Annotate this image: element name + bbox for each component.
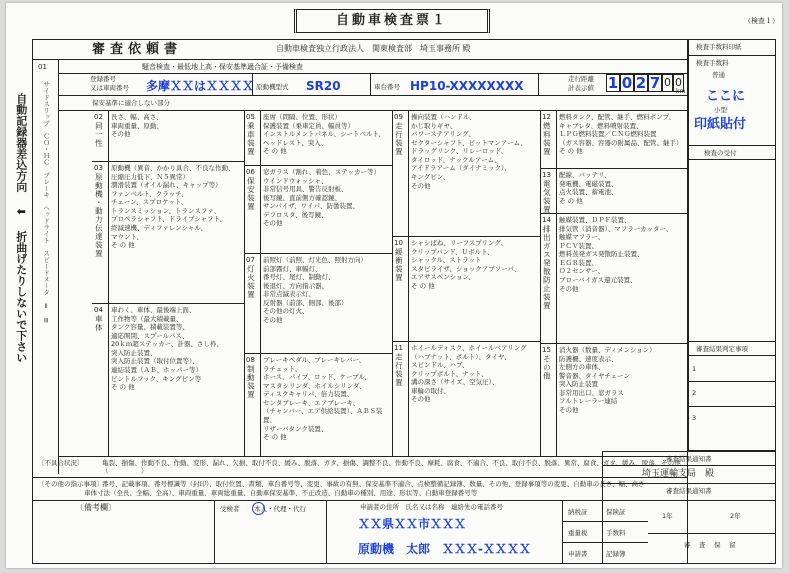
staff-label: 保険証 bbox=[606, 508, 626, 516]
engine-model-value[interactable]: SR20 bbox=[306, 79, 341, 93]
section-number: 14 bbox=[542, 216, 551, 224]
section-09 bbox=[394, 113, 403, 156]
section-number: 03 bbox=[94, 164, 103, 172]
odometer-digit: 0 bbox=[621, 74, 633, 92]
section-items: 触媒装置、ＤＰＦ装置、 排気管（消音器）、マフラーカッター、 触媒マフラー、 ＰＣＶ装置、 燃料蒸発ガス発散防止装置、 ＥＧＲ装置、 Ｏ２センサー、 ブローバイガス還元装置、 その他 bbox=[559, 216, 673, 293]
applicant-address[interactable]: ＸＸ県ＸＸ市ＸＸＸ bbox=[358, 517, 467, 531]
odometer-digit: 2 bbox=[635, 74, 647, 92]
staff-label: 申請書 bbox=[568, 550, 588, 558]
noncompliance-label: 保安基準に適合しない部分 bbox=[92, 99, 170, 107]
section-15 bbox=[542, 346, 551, 380]
other-instructions-text-2: 車体寸法（全長、全幅、全高）、車両重量、車両総重量、自動車保安基準、不正改造、自動車の種別、用途、形状等、自動車登録番号等 bbox=[84, 489, 478, 497]
section-10 bbox=[394, 239, 403, 282]
section-07 bbox=[246, 256, 255, 299]
reg-label-2: 又は車両番号 bbox=[90, 84, 129, 92]
odometer-unit: km bbox=[676, 88, 686, 95]
result-row: 2 bbox=[692, 389, 697, 397]
registration-number[interactable]: 多摩ＸＸはＸＸＸＸ bbox=[146, 79, 255, 93]
fee-stamp-label: 検査手数料印紙 bbox=[696, 43, 742, 51]
notice-label-2: 審査結果通知書 bbox=[666, 487, 712, 495]
section-number: 11 bbox=[394, 344, 403, 352]
bad-condition-label: 〔不具合状況〕 bbox=[38, 459, 84, 467]
odometer-digit: 0 bbox=[673, 74, 684, 92]
reception-label: 検査の受付 bbox=[704, 149, 737, 157]
section-items: 車わく、車体、最後端上面、 工作物等（最大積載量、 タンク容量、積載装置等、 適応開閉、スプールバス、 20ｋｍ超ステッカー、計器、さし枠、 突入防止装置、 突入防止装置（取付位置等）、 連結装置（ＡＢ、ホッパー等） ピントルフック、キングピン等 そ の 他 bbox=[111, 306, 223, 392]
section-title: 走行装置 bbox=[394, 121, 404, 156]
fee-regular: 普通 bbox=[712, 71, 725, 79]
staff-label: 納税証 bbox=[568, 508, 588, 516]
section-items: 原動機（異音、かかり具合、不良な作動、 圧縮圧力低下、Ｎ５異常） 潤滑装置（オイル漏れ、キャップ等） ファンベルト、クラッチ、 チェーン、スプロケット、 トランスミッション、トランスファ、 プロペラシャフト、ドライブシャフト、 終減速機、ディファレンシャル、 マウント、 そ の 他 bbox=[111, 164, 235, 250]
section-03 bbox=[94, 164, 103, 258]
year-2: 2年 bbox=[730, 512, 741, 520]
section-title: 緩衝装置 bbox=[394, 247, 404, 282]
section-title: 原動機・動力伝達装置 bbox=[94, 172, 104, 258]
section-number: 15 bbox=[542, 346, 551, 354]
section-title: 制動装置 bbox=[246, 364, 256, 399]
odometer-digit: 0 bbox=[662, 74, 673, 92]
result-row: 3 bbox=[692, 414, 697, 422]
section-number: 06 bbox=[246, 168, 255, 176]
result-label: 審査結果判定事項 bbox=[696, 345, 748, 353]
side-strip: サイドスリップ ＣＯ・ＨＣ ブレーキ ヘッドライト スピードメータ Ⅱ Ⅲ bbox=[42, 81, 51, 325]
chassis-number[interactable]: HP10-XXXXXXXX bbox=[410, 79, 524, 93]
notice-label-1: 審査結果通知書 bbox=[666, 455, 712, 463]
section-title: 走行装置 bbox=[394, 352, 404, 387]
result-row: 1 bbox=[692, 365, 697, 373]
row-code: 01 bbox=[38, 63, 47, 71]
insertion-direction-note: 自動記録器差込方向 ⬅ 折曲げたりしないで下さい bbox=[14, 93, 28, 363]
section-title: 保安装置 bbox=[246, 176, 256, 211]
section-06 bbox=[246, 168, 255, 211]
section-items: シャシばね、リーフスプリング、 クリップバンド、Ｕボルト、 シャックル、ストラット スタビライザ、ショックアブソーバ、 エアサスペンション、 そ の 他 bbox=[411, 239, 521, 290]
section-title: 乗車装置 bbox=[246, 121, 256, 156]
section-title: 車体 bbox=[94, 314, 104, 332]
applicant-name-phone[interactable]: 原動機 太郎 ＸＸＸ-ＸＸＸＸ bbox=[358, 542, 531, 556]
section-12 bbox=[542, 113, 551, 156]
reg-label-1: 登録番号 bbox=[90, 75, 116, 83]
fee-label: 検査手数料 bbox=[696, 59, 729, 67]
applicant-choices[interactable]: 本人・代理・代行 bbox=[254, 505, 306, 513]
section-04 bbox=[94, 306, 103, 332]
section-title: 灯火装置 bbox=[246, 264, 256, 299]
section-number: 08 bbox=[246, 356, 255, 364]
section-title: 電気装置 bbox=[542, 179, 552, 214]
section-02 bbox=[94, 113, 103, 147]
section-number: 09 bbox=[394, 113, 403, 121]
section-items: ブレーキペダル、ブレーキレバー、 ラチェット、 ホース、パイプ、ロッド、ケーブル、 マスタシリンダ、ホイルシリンダ、 ディスクキャリパ、倍力装置、 センタブレーキ、エアブレーキ、 （チャンバー、エア供給装置）、ＡＢＳ装置、 リザーバタンク装置、 そ の 他 bbox=[263, 356, 383, 442]
bad-condition-text: 亀裂、損傷、作動不良、作動、変形、漏れ、欠損、取付不良、緩み、脱落、ガタ、損傷、調整不良、作動不良、摩耗、腐食、不適合、不良、取付不良、脱落、異常、腐食、ガタ、緩み、脱落、その他（ ） bbox=[102, 459, 681, 476]
corner-tag: （検査１） bbox=[744, 17, 779, 25]
form-title: 自動車検査票１ bbox=[294, 9, 490, 33]
odometer-label-1: 走行距離 bbox=[568, 75, 594, 83]
section-number: 10 bbox=[394, 239, 403, 247]
section-title: その他 bbox=[542, 354, 552, 381]
stamp-note-1: ここに bbox=[706, 89, 746, 104]
staff-label: 手数料 bbox=[606, 529, 626, 537]
notice-addressee: 埼玉運輸支局 殿 bbox=[642, 469, 715, 479]
section-items: 燃料タンク、配管、継手、燃料ポンプ、 キャブレタ、燃料噴射装置、 ＬＰＧ燃料装置／ＣＮＧ燃料装置 （ガス容器、容器の附属品、配管、継手） そ の 他 bbox=[559, 113, 683, 156]
other-instructions-label: 〔その他の指示事項〕 bbox=[38, 480, 103, 488]
staff-label: 記録簿 bbox=[606, 550, 626, 558]
section-items: 消火器（数量、ディメンション） 防護柵、速度表示、 左側方の車体、 警音器、タイヤチェーン 突入防止装置 非常用出口、窓ガラス フルトレーラー連結 その他 bbox=[559, 346, 656, 415]
section-number: 05 bbox=[246, 113, 255, 121]
other-instructions-text: 番号、記載事項、番号標識等（封印）、取付位置、書類、車台番号等、変更、事故の有無、保安基準不適合、点検整備記録簿、数量、その他、登録事項等の変更、自動車の長さ、幅、高さ bbox=[102, 480, 645, 488]
remark-label: 〔備考欄〕 bbox=[76, 503, 116, 512]
section-number: 04 bbox=[94, 306, 103, 314]
section-number: 07 bbox=[246, 256, 255, 264]
section-number: 13 bbox=[542, 171, 551, 179]
section-08 bbox=[246, 356, 255, 399]
request-title: 審査依頼書 bbox=[92, 42, 183, 57]
applicant-label: 受検者 bbox=[220, 505, 240, 513]
year-1: 1年 bbox=[662, 512, 673, 520]
section-13 bbox=[542, 171, 551, 214]
section-items: ホイールディスク、ホイールベアリング （ハブナット、ボルト）、タイヤ、 スピンドル、ハブ、 クリップボルト、ナット、 溝の深さ（サイズ、空気圧）、 車輪の取付、 その他 bbox=[411, 344, 527, 404]
odometer-label-2: 計表示値 bbox=[568, 84, 594, 92]
staff-label: 重量税 bbox=[568, 529, 588, 537]
section-title: 排出ガス発散防止装置 bbox=[542, 224, 552, 310]
fee-small: 小型 bbox=[714, 106, 727, 114]
section-number: 02 bbox=[94, 113, 103, 121]
keep-label: 審 査 保 留 bbox=[684, 541, 737, 549]
chassis-label: 車台番号 bbox=[374, 83, 400, 91]
section-number: 12 bbox=[542, 113, 551, 121]
odometer-digit: 1 bbox=[607, 74, 619, 92]
engine-model-label: 原動機型式 bbox=[256, 83, 289, 91]
odometer-digit: 7 bbox=[649, 74, 661, 92]
stamp-note-2: 印紙貼付 bbox=[694, 117, 747, 132]
owner-caption: 申請者の住所 氏名又は名称 連絡先の電話番号 bbox=[360, 503, 503, 511]
addressee: 自動車検査独立行政法人 関東検査部 埼玉事務所 殿 bbox=[276, 44, 471, 53]
inspection-types: 騒音検査・最低地上高・保安基準適合証・予備検査 bbox=[142, 63, 303, 71]
section-11 bbox=[394, 344, 403, 387]
section-items: 座席（間隔、位置、形状） 保護装置（乗車定員、幅員等） インストルメントパネル、シートベルト、 ヘッドレスト、突入、 そ の 他 bbox=[263, 113, 385, 156]
section-items: 窓ガラス（割れ、着色、ステッカー等） ウインドウォッシャ、 非常信号用具、警告反射板、 後写鏡、直前側方確認鏡、 サンバイザ、ワイパ、防曇装置、 デフロスタ、後写鏡、 その他 bbox=[263, 168, 381, 228]
section-14 bbox=[542, 216, 551, 310]
section-items: 前照灯（前照、灯光色、照射方向） 前部霧灯、車幅灯、 番号灯、尾灯、制動灯、 後退灯、方向指示器、 非常点滅表示灯、 反射器（前部、側部、後部） その他の灯火、 その他 bbox=[263, 256, 367, 325]
inspection-form bbox=[6, 3, 782, 568]
section-items: 操向装置（ハンドル、 かじ取りギヤ、 パワーステアリング、 セクターシャフト、ピットマンアーム、 ドラッグリンク、リレーロッド、 タイロッド、ナックルアーム、 アイドラアーム（ダイナミック）、 キングピン、 その他 bbox=[411, 113, 527, 190]
section-title: 同一性 bbox=[94, 121, 104, 148]
section-05 bbox=[246, 113, 255, 156]
section-items: 配線、バッテリ、 発電機、電磁装置、 点火装置、蓄電池、 そ の 他 bbox=[559, 171, 618, 205]
section-title: 燃料装置 bbox=[542, 121, 552, 156]
section-items: 長さ、幅、高さ、 車両重量、原動、 その他 bbox=[111, 113, 163, 139]
